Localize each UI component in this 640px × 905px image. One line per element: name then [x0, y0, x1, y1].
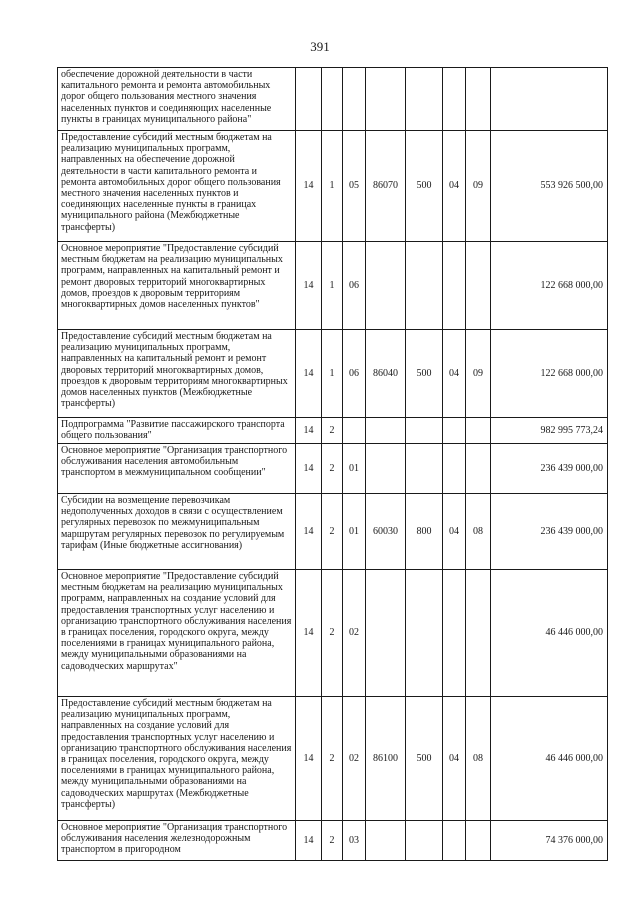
cell-subsection: 09	[466, 131, 491, 242]
cell-subsection	[466, 418, 491, 444]
cell-program	[296, 68, 322, 131]
cell-direction	[366, 821, 406, 861]
cell-subsection	[466, 821, 491, 861]
cell-program: 14	[296, 242, 322, 330]
cell-amount: 122 668 000,00	[491, 242, 608, 330]
cell-subprogram: 1	[322, 242, 343, 330]
cell-direction: 86100	[366, 697, 406, 821]
cell-amount: 46 446 000,00	[491, 697, 608, 821]
cell-activity: 03	[343, 821, 366, 861]
cell-amount: 553 926 500,00	[491, 131, 608, 242]
cell-expense-type	[406, 444, 443, 494]
cell-program: 14	[296, 418, 322, 444]
cell-subsection: 08	[466, 494, 491, 570]
table-row	[58, 418, 608, 444]
cell-expense-type: 800	[406, 494, 443, 570]
cell-direction	[366, 68, 406, 131]
cell-section: 04	[443, 131, 466, 242]
cell-section	[443, 821, 466, 861]
row-name: Основное мероприятие "Предоставление субсидий местным бюджетам на реализацию муниципальных программ, направленных на капитальный ремонт и ремонт дворовых территорий многоквартирных домов, проездов к дворовым территориям многоквартирных домов населенных пунктов"	[58, 242, 296, 330]
cell-program: 14	[296, 131, 322, 242]
cell-subprogram: 2	[322, 418, 343, 444]
cell-amount: 74 376 000,00	[491, 821, 608, 861]
cell-direction: 86040	[366, 330, 406, 418]
cell-activity	[343, 418, 366, 444]
cell-amount	[491, 68, 608, 131]
cell-activity: 02	[343, 697, 366, 821]
cell-subprogram: 2	[322, 697, 343, 821]
cell-subprogram: 2	[322, 494, 343, 570]
cell-amount: 122 668 000,00	[491, 330, 608, 418]
table-row	[58, 494, 608, 570]
cell-subprogram: 1	[322, 330, 343, 418]
cell-amount: 236 439 000,00	[491, 444, 608, 494]
cell-subsection	[466, 444, 491, 494]
cell-section	[443, 444, 466, 494]
cell-direction: 60030	[366, 494, 406, 570]
cell-subsection	[466, 68, 491, 131]
cell-section	[443, 242, 466, 330]
cell-expense-type	[406, 242, 443, 330]
row-name: Основное мероприятие "Организация транспортного обслуживания населения железнодорожным транспортом в пригородном	[58, 821, 296, 861]
cell-activity: 05	[343, 131, 366, 242]
cell-activity: 06	[343, 242, 366, 330]
row-name: Предоставление субсидий местным бюджетам на реализацию муниципальных программ, направленных на обеспечение дорожной деятельности в части капитального ремонта и ремонта автомобильных дорог общего пользования местного значения населенных пунктов и соединяющих населенные пункты в границах муниципального района (Межбюджетные трансферты)	[58, 131, 296, 242]
cell-subsection: 08	[466, 697, 491, 821]
cell-direction	[366, 444, 406, 494]
page-number: 391	[310, 39, 330, 54]
table-row	[58, 821, 608, 861]
cell-expense-type: 500	[406, 131, 443, 242]
cell-program: 14	[296, 444, 322, 494]
cell-subsection	[466, 570, 491, 697]
cell-amount: 236 439 000,00	[491, 494, 608, 570]
cell-activity: 01	[343, 494, 366, 570]
table-row	[58, 570, 608, 697]
table-row	[58, 68, 608, 131]
row-name: Подпрограмма "Развитие пассажирского транспорта общего пользования"	[58, 418, 296, 444]
table-row	[58, 131, 608, 242]
cell-expense-type	[406, 821, 443, 861]
cell-amount: 46 446 000,00	[491, 570, 608, 697]
cell-activity: 01	[343, 444, 366, 494]
row-name: Субсидии на возмещение перевозчикам недополученных доходов в связи с осуществлением регулярных перевозок по межмуниципальным маршрутам регулярных перевозок по регулируемым тарифам (Иные бюджетные ассигнования)	[58, 494, 296, 570]
cell-subprogram: 2	[322, 444, 343, 494]
cell-expense-type	[406, 570, 443, 697]
cell-program: 14	[296, 697, 322, 821]
budget-table	[57, 67, 608, 861]
cell-subprogram: 2	[322, 570, 343, 697]
cell-program: 14	[296, 494, 322, 570]
cell-subprogram: 2	[322, 821, 343, 861]
table-row	[58, 444, 608, 494]
row-name: Основное мероприятие "Предоставление субсидий местным бюджетам на реализацию муниципальных программ, направленных на создание условий для предоставления транспортных услуг населению и организацию транспортного обслуживания населения в границах поселения, городского округа, между поселениями в границах муниципального района, между муниципальными образованиями на садоводческих маршрутах"	[58, 570, 296, 697]
cell-expense-type: 500	[406, 697, 443, 821]
cell-expense-type	[406, 68, 443, 131]
table-row	[58, 697, 608, 821]
table-row	[58, 330, 608, 418]
row-name: Предоставление субсидий местным бюджетам на реализацию муниципальных программ, направленных на капитальный ремонт и ремонт дворовых территорий многоквартирных домов, проездов к дворовым территориям многоквартирных домов населенных пунктов (Межбюджетные трансферты)	[58, 330, 296, 418]
cell-activity: 06	[343, 330, 366, 418]
table-row	[58, 242, 608, 330]
cell-section	[443, 68, 466, 131]
cell-direction	[366, 570, 406, 697]
cell-section	[443, 570, 466, 697]
row-name: Основное мероприятие "Организация транспортного обслуживания населения автомобильным транспортом в межмуниципальном сообщении"	[58, 444, 296, 494]
cell-direction: 86070	[366, 131, 406, 242]
cell-direction	[366, 242, 406, 330]
cell-program: 14	[296, 570, 322, 697]
cell-section: 04	[443, 494, 466, 570]
cell-activity: 02	[343, 570, 366, 697]
cell-amount: 982 995 773,24	[491, 418, 608, 444]
cell-subsection: 09	[466, 330, 491, 418]
cell-section	[443, 418, 466, 444]
row-name: обеспечение дорожной деятельности в части капитального ремонта и ремонта автомобильных дорог общего пользования местного значения населенных пунктов и соединяющих населенные пункты в границах муниципального района"	[58, 68, 296, 131]
cell-subprogram: 1	[322, 131, 343, 242]
cell-program: 14	[296, 821, 322, 861]
cell-expense-type: 500	[406, 330, 443, 418]
cell-subsection	[466, 242, 491, 330]
cell-subprogram	[322, 68, 343, 131]
cell-expense-type	[406, 418, 443, 444]
row-name: Предоставление субсидий местным бюджетам на реализацию муниципальных программ, направленных на создание условий для предоставления транспортных услуг населению и организацию транспортного обслуживания населения в границах поселения, городского округа, между поселениями в границах муниципального района, между муниципальными образованиями на садоводческих маршрутах (Межбюджетные трансферты)	[58, 697, 296, 821]
cell-direction	[366, 418, 406, 444]
cell-program: 14	[296, 330, 322, 418]
cell-section: 04	[443, 330, 466, 418]
cell-activity	[343, 68, 366, 131]
cell-section: 04	[443, 697, 466, 821]
